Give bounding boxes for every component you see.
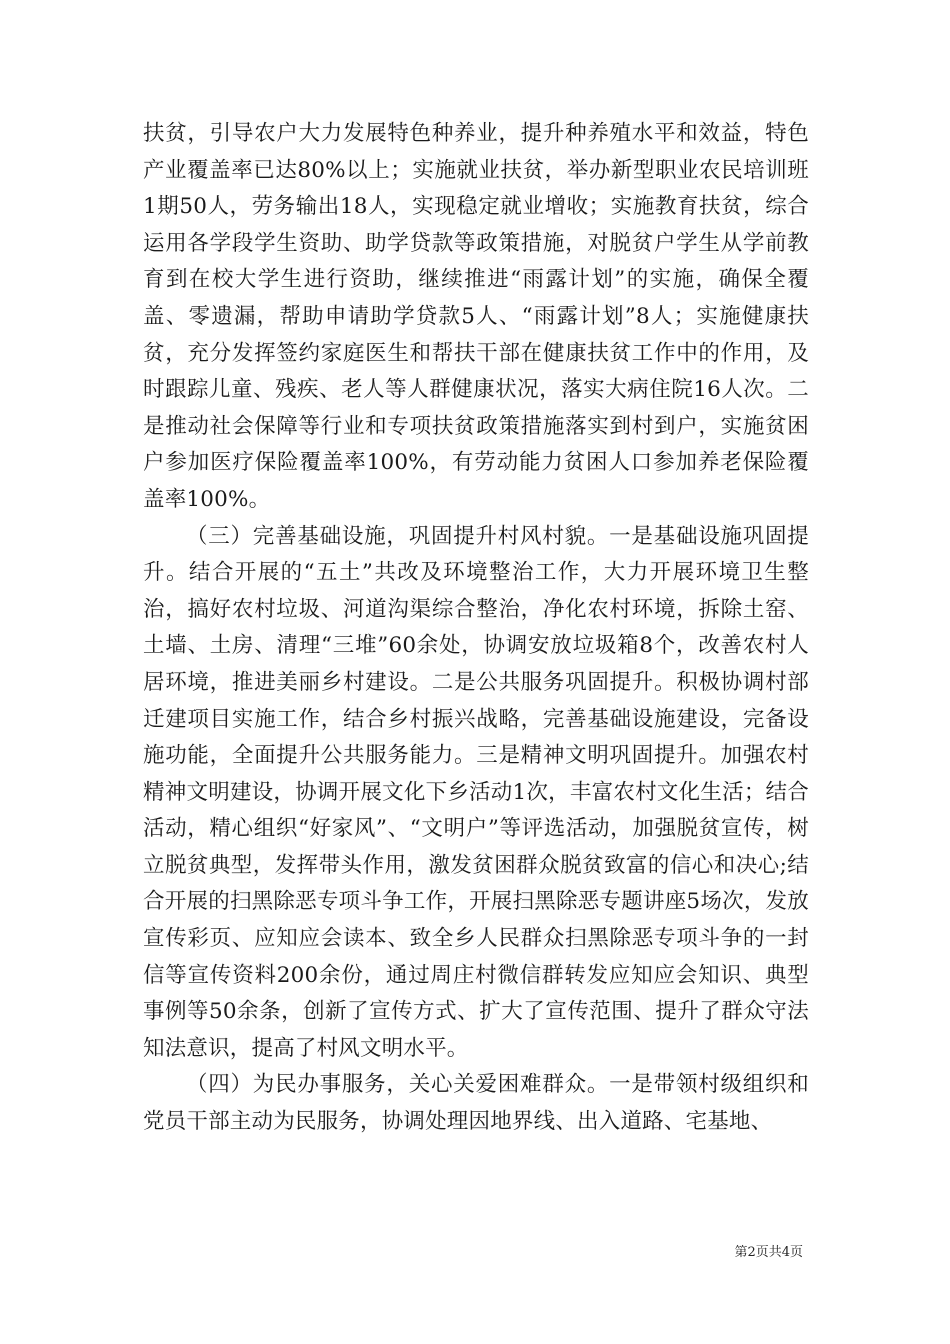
document-body (143, 116, 809, 1141)
paragraph-section-3: （三）完善基础设施，巩固提升村风村貌。一是基础设施巩固提升。结合开展的“五土”共改及环境整治工作，大力开展环境卫生整治，搞好农村垃圾、河道沟渠综合整治，净化农村环境，拆除土窑、土墙、土房、清理“三堆”60余处，协调安放垃圾箱8个，改善农村人居环境，推进美丽乡村建设。二是公共服务巩固提升。积极协调村部迁建项目实施工作，结合乡村振兴战略，完善基础设施建设，完备设施功能，全面提升公共服务能力。三是精神文明巩固提升。加强农村精神文明建设，协调开展文化下乡活动1次，丰富农村文化生活；结合活动，精心组织“好家风”、“文明户”等评选活动，加强脱贫宣传，树立脱贫典型，发挥带头作用，激发贫困群众脱贫致富的信心和决心;结合开展的扫黑除恶专项斗争工作，开展扫黑除恶专题讲座5场次，发放宣传彩页、应知应会读本、致全乡人民群众扫黑除恶专项斗争的一封信等宣传资料200余份，通过周庄村微信群转发应知应会知识、典型事例等50余条，创新了宣传方式、扩大了宣传范围、提升了群众守法知法意识，提高了村风文明水平。 (143, 523, 809, 1061)
page-number: 第2页共4页 (734, 1245, 803, 1260)
paragraph-continuation: 扶贫，引导农户大力发展特色种养业，提升种养殖水平和效益，特色产业覆盖率已达80%以上；实施就业扶贫，举办新型职业农民培训班1期50人，劳务输出18人，实现稳定就业增收；实施教育扶贫，综合运用各学段学生资助、助学贷款等政策措施，对脱贫户学生从学前教育到在校大学生进行资助，继续推进“雨露计划”的实施，确保全覆盖、零遗漏，帮助申请助学贷款5人、“雨露计划”8人；实施健康扶贫，充分发挥签约家庭医生和帮扶干部在健康扶贫工作中的作用，及时跟踪儿童、残疾、老人等人群健康状况，落实大病住院16人次。二是推动社会保障等行业和专项扶贫政策措施落实到村到户，实施贫困户参加医疗保险覆盖率100%，有劳动能力贫困人口参加养老保险覆盖率100%。 (143, 121, 809, 512)
paragraph-section-4: （四）为民办事服务，关心关爱困难群众。一是带领村级组织和党员干部主动为民服务，协调处理因地界线、出入道路、宅基地、 (143, 1072, 809, 1135)
